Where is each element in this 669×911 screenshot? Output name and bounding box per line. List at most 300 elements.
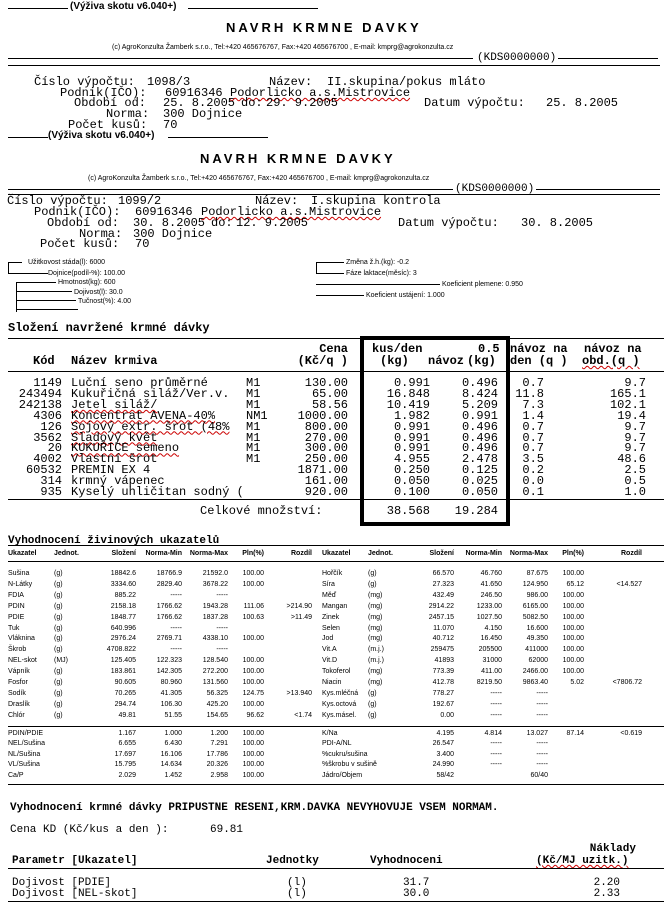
r1-od: 25. 8.2005 — [163, 96, 236, 110]
feed-kod: 60532 — [25, 463, 62, 478]
nutr-left-ukazatel: Sodík — [8, 689, 26, 697]
ratio-left-norma-max: 17.786 — [206, 750, 228, 758]
cena-kd-value: 69.81 — [210, 824, 244, 836]
param-koef-plemene: Koeficient plemene: 0.950 — [442, 281, 523, 288]
nutr-right-slozeni: 432.49 — [432, 591, 454, 599]
nutr-right-norma-max: 411000 — [525, 646, 548, 654]
nutr-hdr2-norma-max: Norma-Max — [509, 550, 548, 557]
nutr-left-slozeni: 183.861 — [110, 668, 136, 676]
nutr-right-norma-max: 986.00 — [526, 591, 548, 599]
nutr-right-ukazatel: Kys.másel. — [322, 711, 357, 719]
feed-nden: 11.8 — [515, 386, 544, 401]
nutr-right-norma-min: 31000 — [482, 657, 502, 665]
nutr-left-norma-min: 142.305 — [156, 668, 182, 676]
nutr-left-jednotky: (g) — [54, 635, 63, 643]
ratio-right-ukazatel: %cukru/sušina — [322, 750, 368, 758]
ratio-right-slozeni: 3.400 — [436, 750, 454, 758]
pt-hdr-jednotky: Jednotky — [266, 855, 319, 867]
total-kus: 38.568 — [386, 504, 430, 518]
param-koef-ustajeni: Koeficient ustájení: 1.000 — [366, 292, 445, 299]
param-uzitkovost: Užitkovost stáda(l): 6000 — [28, 259, 106, 266]
feed-navoz: 8.424 — [461, 386, 498, 401]
feed-nazev: Jetel siláž/ — [71, 397, 158, 412]
hdr-navoz1: návoz — [428, 354, 465, 368]
feed-kod: 4306 — [33, 408, 62, 423]
nutr-left-norma-max: 56.325 — [206, 689, 228, 697]
ratio-left-norma-min: 1.452 — [164, 771, 182, 779]
hdr-nobd1: návoz na — [584, 342, 642, 356]
feed-kus: 0.050 — [393, 474, 430, 489]
feed-navoz: 0.991 — [461, 408, 498, 423]
nutr-left-norma-min: 106.30 — [160, 700, 182, 708]
nutr-right-jednotky: (g) — [368, 689, 377, 697]
nutr-right-plneni: 100.00 — [562, 624, 584, 632]
ratio-left-plneni: 100.00 — [242, 730, 264, 737]
nutr-right-slozeni: 40.712 — [432, 635, 454, 643]
nutr-right-slozeni: 778.27 — [432, 689, 454, 697]
feed-cena: 1871.00 — [297, 463, 348, 478]
nutr-left-slozeni: 18842.6 — [110, 570, 136, 577]
nutr-right-norma-max: 49.350 — [526, 635, 548, 643]
pt-hdr-vyhod: Vyhodnoceni — [370, 855, 443, 867]
ratio-right-norma-max: ----- — [536, 761, 548, 769]
feed-navoz: 0.025 — [461, 474, 498, 489]
ratio-right-rozdil: <0.619 — [620, 730, 642, 737]
hdr-nden2: den (q ) — [510, 354, 568, 368]
nutr-left-norma-min: 2769.71 — [156, 635, 182, 643]
hdr-kusden1: kus/den — [372, 342, 423, 356]
nutr-right-slozeni: 2457.15 — [428, 613, 454, 621]
pt-row2-parametr: Dojivost [NEL-skot] — [12, 888, 138, 900]
feed-section-title: Složení navržené krmné dávky — [8, 321, 210, 335]
feed-nden: 0.7 — [522, 376, 544, 390]
nutr-right-plneni: 100.00 — [562, 602, 584, 610]
ratio-right-norma-max: ----- — [536, 750, 548, 758]
nutr-left-norma-min: 122.323 — [156, 657, 182, 665]
ratio-right-ukazatel: K/Na — [322, 730, 338, 737]
nutr-left-plneni: 96.62 — [246, 711, 264, 719]
nutr-left-norma-max: 272.200 — [202, 668, 228, 676]
nutr-right-jednotky: (mg) — [368, 602, 383, 610]
nutr-left-jednotky: (MJ) — [54, 657, 68, 665]
nutr-left-jednotky: (g) — [54, 580, 63, 588]
param-dojivost: Dojivost(l): 30.0 — [74, 289, 123, 296]
r2-datum: 30. 8.2005 — [521, 216, 594, 230]
nutr-hdr2-jednotky: Jednot. — [368, 550, 393, 557]
nutr-left-plneni: 100.00 — [242, 679, 264, 686]
nutr-left-norma-max: ----- — [216, 624, 228, 632]
nutr-hdr2-norma-min: Norma-Min — [465, 550, 502, 557]
feed-kus: 1.982 — [393, 408, 430, 423]
report1-title: NAVRH KRMNE DAVKY — [226, 20, 422, 35]
r1-do: 29. 9.2005 — [266, 96, 339, 110]
nutr-right-norma-max: ----- — [536, 700, 548, 708]
nutr-right-norma-max: 62000 — [528, 657, 548, 665]
ratio-right-norma-min: ----- — [490, 740, 502, 748]
feed-nobd: 2.5 — [624, 463, 646, 478]
feed-nden: 0.7 — [522, 419, 544, 434]
nutr-left-ukazatel: N-Látky — [8, 580, 33, 588]
nutr-left-slozeni: 3334.60 — [110, 580, 136, 588]
nutr-right-norma-min: 246.50 — [480, 591, 502, 599]
feed-kus: 0.991 — [393, 376, 430, 390]
feed-nobd: 9.7 — [624, 441, 646, 456]
hdr-nobd2: obd.(q ) — [582, 354, 640, 368]
nutr-right-slozeni: 11.070 — [433, 624, 454, 632]
nutr-left-slozeni: 2158.18 — [110, 602, 136, 610]
feed-cena: 250.00 — [304, 452, 348, 467]
feed-nazev: Kyselý uhličitan sodný ( — [71, 485, 244, 499]
ratio-left-norma-max: 20.326 — [206, 761, 228, 769]
feed-cena: 300.00 — [304, 441, 348, 456]
ratio-left-norma-min: 6.430 — [164, 740, 182, 748]
r2-obdobi-label: Období od: — [47, 216, 120, 230]
pt-hdr-parametr: Parametr [Ukazatel] — [12, 855, 138, 867]
cena-kd-label: Cena KD (Kč/kus a den ): — [10, 824, 169, 836]
nutr-right-slozeni: 2914.22 — [428, 602, 454, 610]
nutr-left-norma-max: 154.65 — [206, 711, 228, 719]
nutr-left-slozeni: 4708.822 — [106, 646, 136, 654]
feed-navoz: 0.050 — [461, 485, 498, 499]
feed-nazev: krmný vápenec — [71, 474, 165, 489]
feed-m: M1 — [246, 376, 261, 390]
nutr-right-jednotky: (mg) — [368, 591, 383, 599]
nutr-left-rozdil: >11.49 — [290, 613, 312, 621]
nutr-left-jednotky: (g) — [54, 570, 63, 577]
feed-cena: 920.00 — [304, 485, 348, 499]
ratio-left-ukazatel: PDIN/PDIE — [8, 730, 44, 737]
nutr-left-slozeni: 49.81 — [118, 711, 136, 719]
feed-nobd: 1.0 — [624, 485, 646, 499]
r1-norma: 300 Dojnice — [163, 107, 243, 121]
nutr-left-norma-max: 21592.0 — [202, 570, 228, 577]
nutr-left-plneni: 100.63 — [242, 613, 264, 621]
ratio-right-slozeni: 58/42 — [436, 771, 454, 779]
r1-nazev-label: Název: — [269, 75, 313, 89]
ratio-left-norma-min: 1.000 — [164, 730, 182, 737]
nutr-left-ukazatel: Vápník — [8, 668, 30, 676]
nutr-right-jednotky: (mg) — [368, 679, 383, 686]
ratio-left-slozeni: 17.697 — [114, 750, 136, 758]
nutr-left-norma-min: ----- — [170, 591, 182, 599]
nutr-left-plneni: 124.75 — [242, 689, 264, 697]
feed-navoz: 2.478 — [461, 452, 498, 467]
feed-m: M1 — [246, 419, 261, 434]
naklady-hdr1: Náklady — [589, 843, 636, 855]
nutr-hdr-rozdil: Rozdíl — [291, 550, 312, 557]
feed-kod: 1149 — [33, 376, 62, 390]
nutr-right-norma-max: ----- — [536, 689, 548, 697]
nutr-right-plneni: 100.00 — [562, 591, 584, 599]
nutr-right-jednotky: (m.j.) — [368, 646, 384, 654]
r1-datum-label: Datum výpočtu: — [424, 96, 525, 110]
nutr-hdr2-rozdil: Rozdíl — [621, 550, 642, 557]
r2-norma: 300 Dojnice — [133, 227, 213, 241]
r1-norma-label: Norma: — [106, 107, 150, 121]
nutr-left-jednotky: (g) — [54, 646, 63, 654]
nutr-right-norma-min: 4.150 — [484, 624, 502, 632]
report1-company: (c) AgroKonzulta Žamberk s.r.o., Tel:+420 465676767, Fax:+420 465676700 , E-mail: kmprg@agrokonzulta.cz — [112, 44, 454, 51]
ratio-left-ukazatel: VL/Sušina — [8, 761, 40, 769]
r2-do: 12. 9.2005 — [236, 216, 309, 230]
pt-row1-naklady: 2.20 — [593, 877, 620, 889]
ratio-left-plneni: 100.00 — [242, 771, 264, 779]
nutr-hdr2-ukazatel: Ukazatel — [322, 550, 351, 557]
nutr-right-norma-min: ----- — [490, 700, 502, 708]
nutr-left-norma-max: ----- — [216, 646, 228, 654]
ratio-right-ukazatel: PDI-A/NL — [322, 740, 352, 748]
feed-nden: 3.5 — [522, 452, 544, 467]
nutr-right-ukazatel: Selen — [322, 624, 340, 632]
feed-nazev: Vlastní šrot — [71, 452, 158, 467]
nutr-right-plneni: 100.00 — [562, 570, 584, 577]
nutr-left-norma-max: 3678.22 — [202, 580, 228, 588]
nutr-left-norma-min: 41.305 — [160, 689, 182, 697]
nutr-right-norma-max: 87.675 — [526, 570, 548, 577]
ratio-left-plneni: 100.00 — [242, 740, 264, 748]
nutr-right-norma-min: ----- — [490, 689, 502, 697]
feed-nden: 1.4 — [522, 408, 544, 423]
feed-cena: 58.56 — [311, 397, 348, 412]
param-dojnice: Dojnice(podíl-%): 100.00 — [48, 270, 126, 277]
nutr-right-ukazatel: Vit.A — [322, 646, 337, 654]
ratio-right-norma-min: ----- — [490, 750, 502, 758]
total-navoz: 19.284 — [454, 504, 498, 518]
feed-nazev: Sladový květ — [71, 430, 158, 445]
nutr-right-norma-min: 16.450 — [480, 635, 502, 643]
feed-nobd: 48.6 — [617, 452, 646, 467]
nutr-right-norma-max: 124.950 — [522, 580, 548, 588]
feed-cena: 270.00 — [304, 430, 348, 445]
nutr-left-jednotky: (g) — [54, 613, 63, 621]
ratio-right-slozeni: 4.195 — [436, 730, 454, 737]
param-zmena: Změna ž.h.(kg): -0.2 — [346, 259, 410, 266]
nutr-right-jednotky: (g) — [368, 711, 377, 719]
nutr-left-norma-min: 1766.62 — [156, 602, 182, 610]
feed-kod: 126 — [40, 419, 62, 434]
ratio-left-ukazatel: NL/Sušina — [8, 750, 41, 758]
feed-navoz: 0.125 — [461, 463, 498, 478]
r1-pocet-label: Počet kusů: — [68, 118, 148, 132]
feed-nobd: 19.4 — [617, 408, 646, 423]
hdr-nden1: návoz na — [510, 342, 568, 356]
nutr-left-ukazatel: Fosfor — [8, 679, 28, 686]
nutr-right-ukazatel: Jod — [322, 635, 334, 643]
r2-podnik: Podorlicko a.s.Mistrovice — [201, 205, 382, 219]
nutr-left-norma-min: 51.55 — [164, 711, 182, 719]
feed-kus: 16.848 — [386, 386, 430, 401]
feed-nobd: 0.5 — [624, 474, 646, 489]
feed-nazev: Luční seno průměrné — [71, 376, 208, 390]
report2-company: (c) AgroKonzulta Žamberk s.r.o., Tel:+420 465676767, Fax:+420 465676700 , E-mail: kmprg@agrokonzulta.cz — [88, 175, 430, 182]
nutr-right-jednotky: (mg) — [368, 624, 383, 632]
feed-cena: 130.00 — [304, 376, 348, 390]
pt-row1-vyhod: 31.7 — [403, 877, 430, 889]
hdr-nazev: Název krmiva — [71, 354, 158, 368]
feed-navoz: 0.496 — [461, 430, 498, 445]
param-hmotnost: Hmotnost(kg): 600 — [58, 279, 116, 286]
program-title-2: (Výživa skotu v6.040+) — [48, 130, 155, 141]
feed-nden: 7.3 — [522, 397, 544, 412]
ratio-right-norma-min: ----- — [490, 761, 502, 769]
nutr-right-jednotky: (g) — [368, 700, 377, 708]
nutr-right-norma-min: 411.00 — [481, 668, 502, 676]
ratio-right-norma-max: 60/40 — [530, 771, 548, 779]
total-label: Celkové množství: — [200, 504, 323, 518]
r2-podnik-label: Podnik(IČO): — [34, 205, 121, 219]
nutr-right-plneni: 100.00 — [562, 635, 584, 643]
nutr-hdr-slozeni: Složení — [111, 550, 136, 557]
feed-m: NM1 — [246, 408, 268, 423]
nutr-right-slozeni: 773.39 — [432, 668, 454, 676]
nutr-left-norma-min: ----- — [170, 646, 182, 654]
ratio-left-norma-min: 14.634 — [160, 761, 182, 769]
nutr-right-ukazatel: Síra — [322, 580, 335, 588]
feed-nazev: Kukuřičná siláž/Ver.v. — [71, 386, 230, 401]
ratio-left-norma-max: 2.958 — [210, 771, 228, 779]
feed-kus: 0.991 — [393, 441, 430, 456]
feed-kod: 314 — [40, 474, 62, 489]
r2-norma-label: Norma: — [79, 227, 123, 241]
r2-nazev-label: Název: — [255, 194, 299, 208]
nutr-left-slozeni: 885.22 — [114, 591, 136, 599]
nutr-right-norma-min: 1027.50 — [476, 613, 502, 621]
nutr-right-ukazatel: Kys.octová — [322, 700, 357, 708]
feed-nobd: 9.7 — [624, 419, 646, 434]
hdr-navoz2: (kg) — [467, 354, 496, 368]
feed-nazev: Koncentrat AVENA-40% — [71, 408, 216, 423]
feed-navoz: 5.209 — [461, 397, 498, 412]
nutr-left-jednotky: (g) — [54, 679, 63, 686]
r2-ico: 60916346 — [135, 205, 193, 219]
nutr-left-jednotky: (g) — [54, 711, 63, 719]
feed-nobd: 102.1 — [609, 397, 646, 412]
nutr-right-ukazatel: Niacin — [322, 679, 342, 686]
nutr-right-norma-max: 2466.00 — [522, 668, 548, 676]
ratio-left-ukazatel: Ca/P — [8, 771, 24, 779]
nutr-left-norma-min: ----- — [170, 624, 182, 632]
nutr-left-jednotky: (g) — [54, 591, 63, 599]
ratio-left-plneni: 100.00 — [242, 761, 264, 769]
nutr-right-rozdil: <7806.72 — [612, 679, 642, 686]
nutr-left-ukazatel: Vláknina — [8, 635, 35, 643]
nutr-right-plneni: 100.00 — [562, 657, 584, 665]
feed-nazev: Sojový extr. šrot (48% — [71, 419, 230, 434]
nutr-left-slozeni: 640.996 — [110, 624, 136, 632]
nutr-left-norma-min: 18766.9 — [156, 570, 182, 577]
feed-cena: 161.00 — [304, 474, 348, 489]
nutr-left-ukazatel: PDIE — [8, 613, 25, 621]
nutr-left-norma-max: ----- — [216, 591, 228, 599]
nutr-right-slozeni: 192.67 — [432, 700, 454, 708]
nutr-title: Vyhodnocení živinových ukazatelů — [8, 535, 220, 547]
nutr-hdr-ukazatel: Ukazatel — [8, 550, 37, 557]
ratio-right-norma-max: 13.027 — [526, 730, 548, 737]
feed-cena: 800.00 — [304, 419, 348, 434]
nutr-left-plneni: 100.00 — [242, 700, 264, 708]
hdr-kusden2: (kg) — [380, 354, 409, 368]
nutr-right-rozdil: <14.527 — [616, 580, 642, 588]
feed-nden: 0.0 — [522, 474, 544, 489]
nutr-left-norma-max: 1943.28 — [202, 602, 228, 610]
feed-nden: 0.1 — [522, 485, 544, 499]
ratio-right-slozeni: 26.547 — [432, 740, 454, 748]
nutr-left-plneni: 100.00 — [242, 570, 264, 577]
nutr-hdr2-plneni: Pln(%) — [562, 550, 584, 557]
nutr-left-slozeni: 2976.24 — [110, 635, 136, 643]
nutr-right-ukazatel: Měď — [322, 591, 337, 599]
nutr-left-rozdil: <1.74 — [294, 711, 312, 719]
report2-title: NAVRH KRMNE DAVKY — [200, 151, 396, 166]
feed-nden: 0.2 — [522, 463, 544, 478]
hdr-cena1: Cena — [319, 342, 348, 356]
nutr-hdr2-slozeni: Složení — [429, 550, 454, 557]
ratio-right-ukazatel: %škrobu v sušině — [322, 761, 377, 769]
nutr-left-ukazatel: FDIA — [8, 591, 24, 599]
r1-do-label: do: — [241, 96, 263, 110]
ratio-right-plneni: 87.14 — [566, 730, 584, 737]
feed-kus: 0.250 — [393, 463, 430, 478]
ratio-left-slozeni: 6.655 — [118, 740, 136, 748]
pt-row2-jednotky: (l) — [287, 888, 307, 900]
feed-kod: 4002 — [33, 452, 62, 467]
nutr-right-jednotky: (mg) — [368, 668, 383, 676]
feed-nden: 0.7 — [522, 441, 544, 456]
ratio-left-slozeni: 15.795 — [114, 761, 136, 769]
feed-m: M1 — [246, 430, 261, 445]
r1-cislo: 1098/3 — [147, 75, 191, 89]
ratio-left-norma-min: 16.106 — [160, 750, 182, 758]
nutr-right-norma-min: 1233.00 — [476, 602, 502, 610]
nutr-right-slozeni: 66.570 — [432, 570, 454, 577]
r1-ico: 60916346 — [165, 86, 223, 100]
r2-cislo-label: Číslo výpočtu: — [7, 194, 108, 208]
nutr-left-ukazatel: Sušina — [8, 570, 30, 577]
nutr-left-rozdil: >214.90 — [286, 602, 312, 610]
nutr-left-ukazatel: Chlór — [8, 711, 25, 719]
nutr-right-ukazatel: Hořčík — [322, 570, 343, 577]
program-title-1: (Výživa skotu v6.040+) — [70, 1, 177, 12]
nutr-left-plneni: 100.00 — [242, 580, 264, 588]
nutr-hdr-plneni: Pln(%) — [242, 550, 264, 557]
feed-kus: 0.100 — [393, 485, 430, 499]
nutr-left-norma-max: 131.560 — [202, 679, 228, 686]
nutr-right-jednotky: (mg) — [368, 613, 383, 621]
feed-nobd: 9.7 — [624, 376, 646, 390]
nutr-right-norma-max: 16.600 — [526, 624, 548, 632]
feed-nobd: 9.7 — [624, 430, 646, 445]
ratio-left-slozeni: 2.029 — [118, 771, 136, 779]
pt-hdr-naklady2: (Kč/MJ uzitk.) — [536, 855, 629, 867]
nutr-hdr-jednotky: Jednot. — [54, 550, 79, 557]
ratio-right-ukazatel: Jádro/Objem — [322, 771, 363, 779]
nutr-right-plneni: 5.02 — [570, 679, 584, 686]
nutr-right-slozeni: 41893 — [434, 657, 454, 665]
nutr-right-ukazatel: Vit.D — [322, 657, 338, 665]
nutr-right-plneni: 65.12 — [566, 580, 584, 588]
feed-kod: 20 — [47, 441, 62, 456]
nutr-left-slozeni: 70.265 — [114, 689, 136, 697]
feed-kus: 10.419 — [386, 397, 430, 412]
ratio-right-norma-max: ----- — [536, 740, 548, 748]
hdr-05: 0.5 — [478, 342, 500, 356]
nutr-left-slozeni: 294.74 — [114, 700, 136, 708]
nutr-left-ukazatel: NEL-skot — [8, 657, 37, 665]
nutr-right-ukazatel: Kys.mléčná — [322, 689, 359, 697]
nutr-right-ukazatel: Tokoferol — [322, 668, 351, 676]
nutr-right-plneni: 100.00 — [562, 613, 584, 621]
r1-obdobi-label: Období od: — [74, 96, 147, 110]
